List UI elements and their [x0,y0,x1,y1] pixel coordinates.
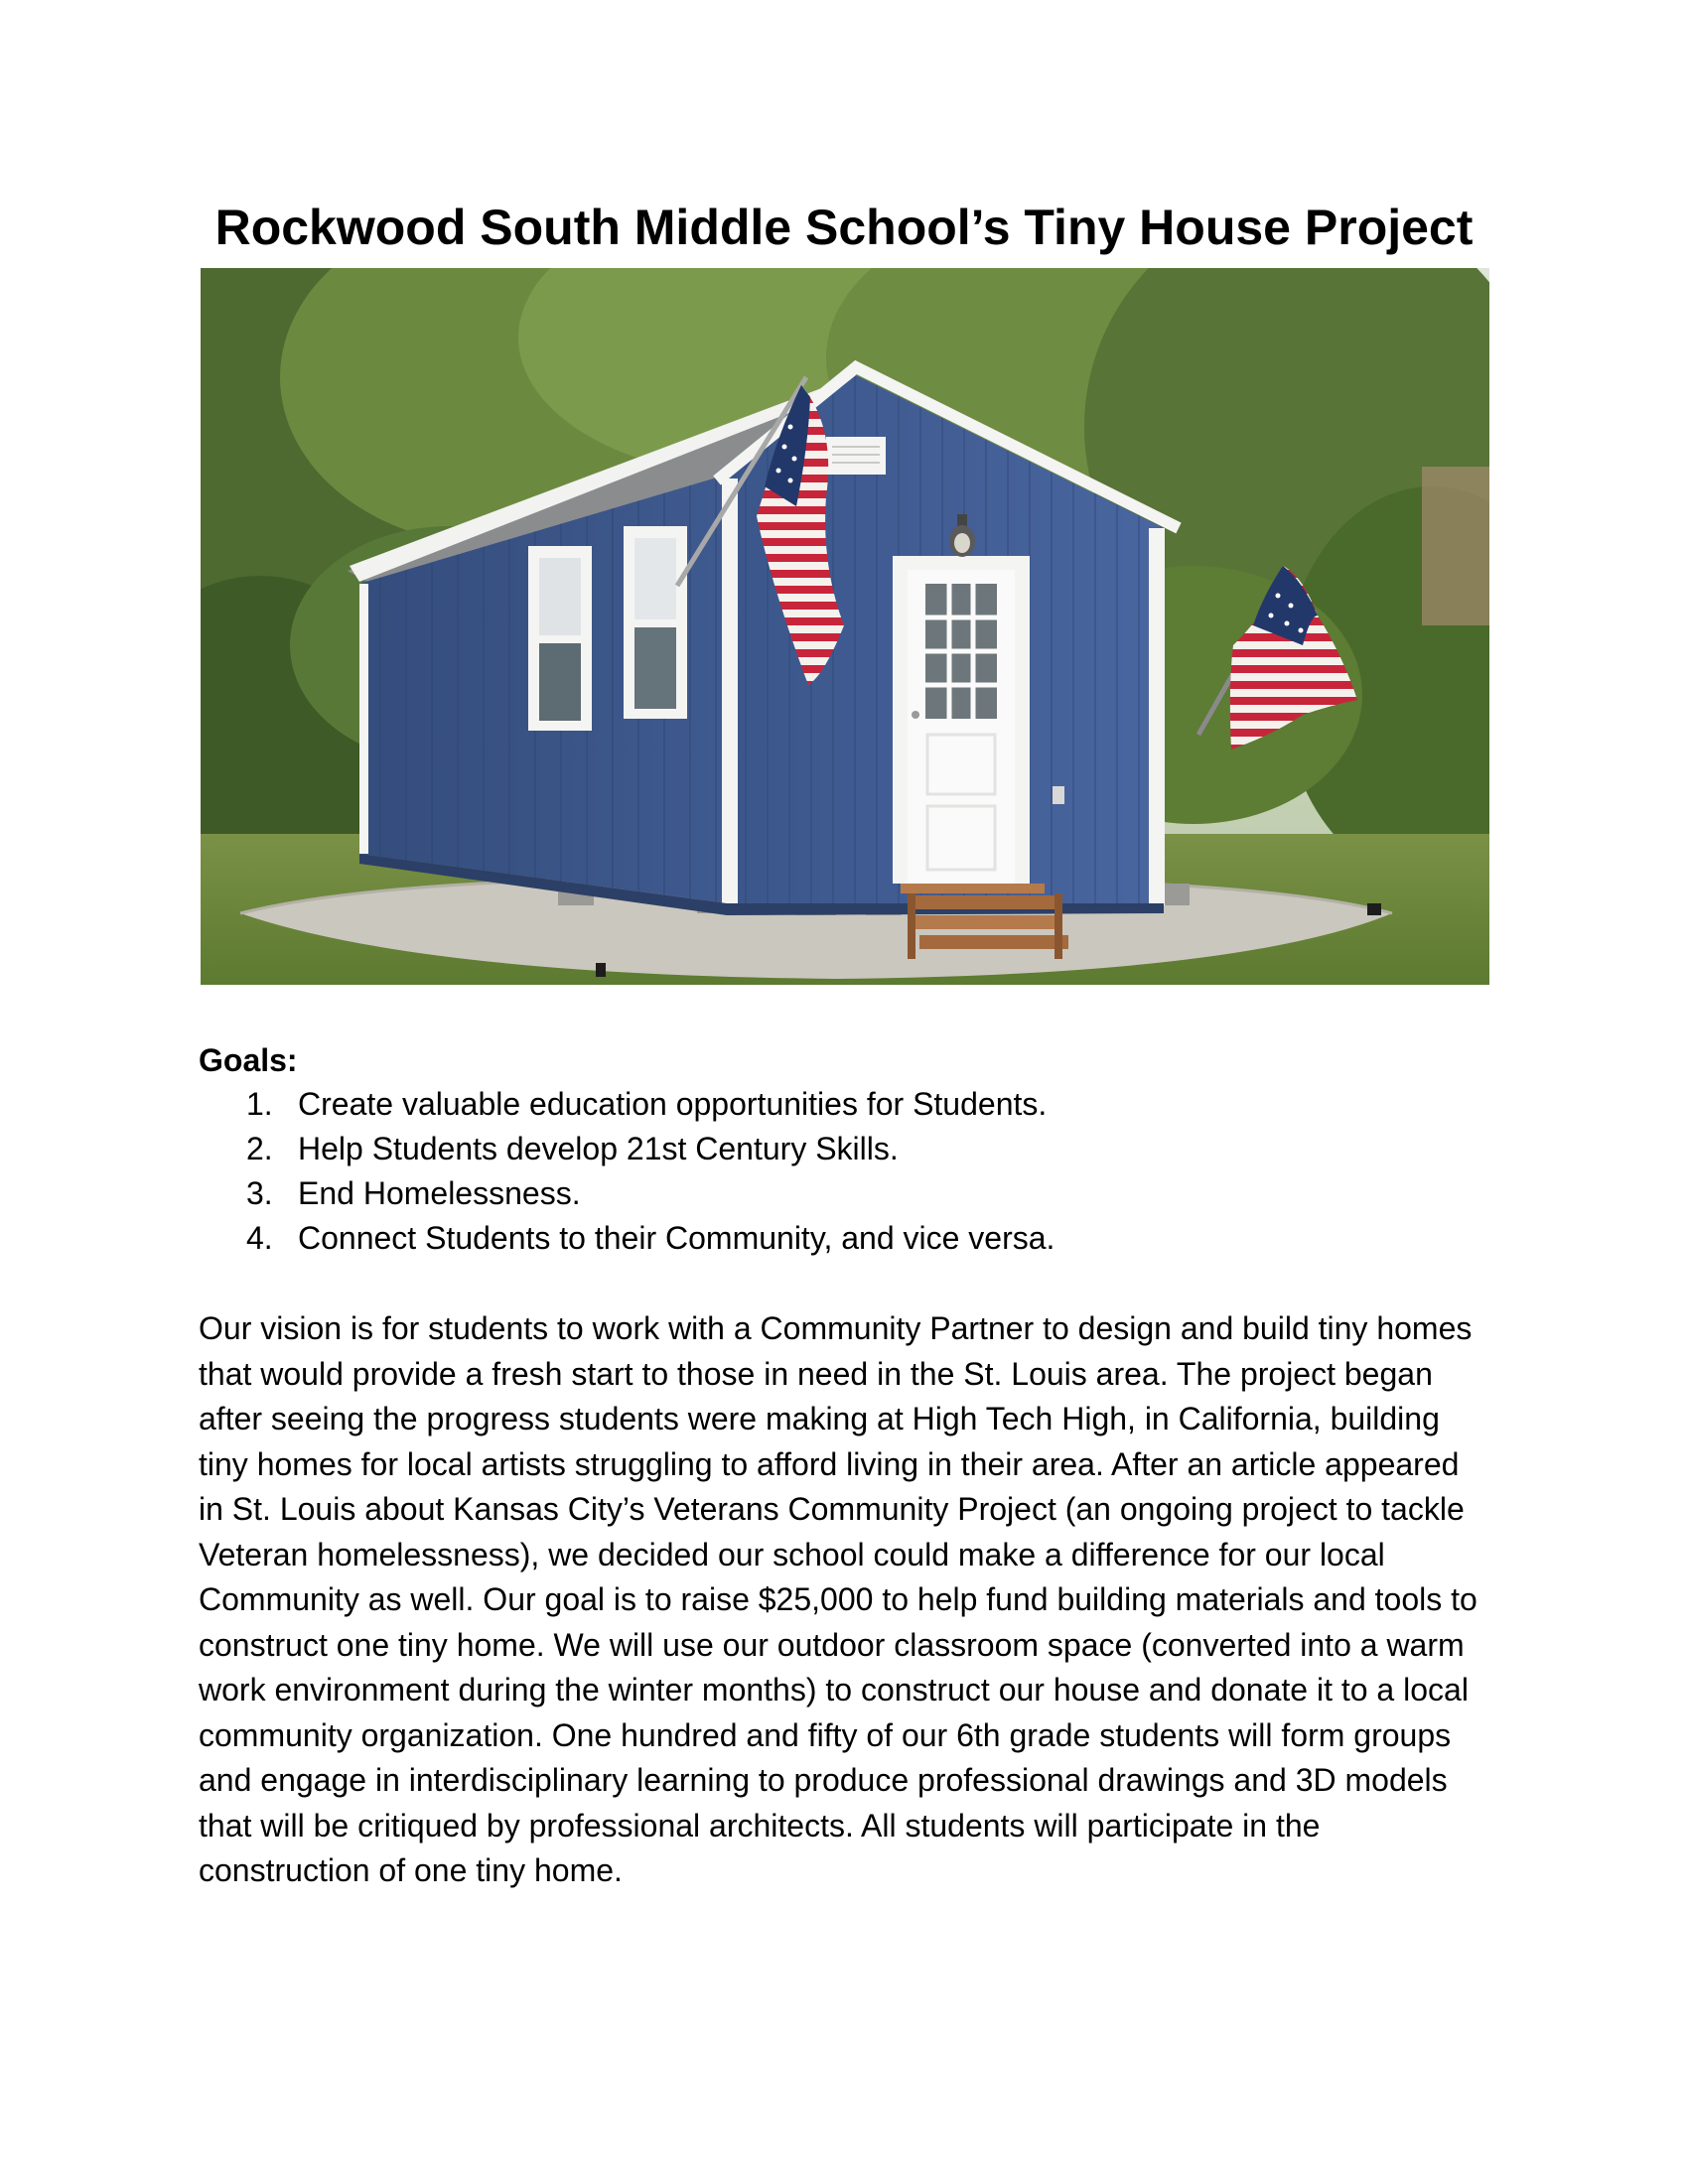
list-item-text: End Homelessness. [298,1175,581,1211]
list-item [199,1127,1489,1171]
list-item-number: 4. [246,1220,273,1256]
list-item-text: Help Students develop 21st Century Skills. [298,1131,899,1166]
list-item [199,1082,1489,1127]
list-item-text: Create valuable education opportunities for Students. [298,1086,1048,1122]
goals-heading: Goals: [199,1042,298,1078]
list-item-number: 1. [246,1086,273,1122]
list-item-text: Connect Students to their Community, and vice versa. [298,1220,1055,1256]
list-item-number: 3. [246,1175,273,1211]
page-title: Rockwood South Middle School’s Tiny House Project [214,200,1474,255]
front-door [893,556,1030,884]
tiny-house-photo [201,268,1489,985]
goals-list [199,1082,1489,1261]
vision-paragraph: Our vision is for students to work with a Community Partner to design and build tiny homes that would provide a fresh start to those in need in the St. Louis area. The project began after seeing the progress students were making at High Tech High, in California, building tiny homes for local artists struggling to afford living in their area. After an article appeared in St. Louis about Kansas City’s Veterans Community Project (an ongoing project to tackle Veteran homelessness), we decided our school could make a difference for our local Community as well. Our goal is to raise $25,000 to help fund building materials and tools to construct one tiny home. We will use our outdoor classroom space (converted into a warm work environment during the winter months) to construct our house and donate it to a local community organization. One hundred and fifty of our 6th grade students will form groups and engage in interdisciplinary learning to produce professional drawings and 3D models that will be critiqued by professional architects. All students will participate in the construction of one tiny home. [199,1310,1477,1888]
list-item [199,1171,1489,1216]
list-item [199,1216,1489,1261]
document-body [199,1038,1489,1894]
list-item-number: 2. [246,1131,273,1166]
